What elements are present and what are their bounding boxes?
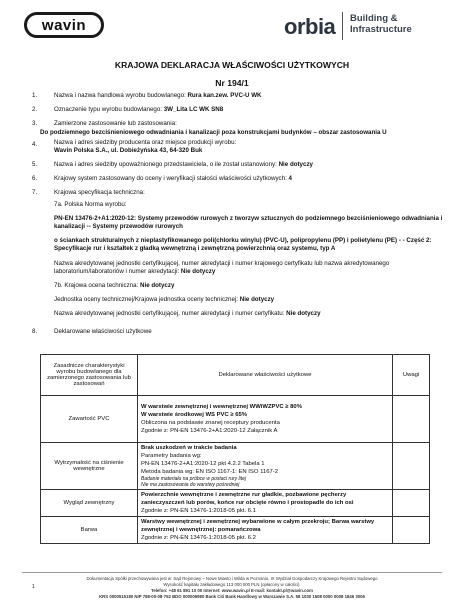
document-title: KRAJOWA DEKLARACJA WŁAŚCIWOŚCI UŻYTKOWYCH: [114, 60, 350, 70]
table-cell-performance: [138, 396, 393, 443]
footer-line: KRS 0000515180 NIP 788-00-08-752 BDO 000006980 Bank Citi Bank Handlowy w Warszawie S.A. 58 1030 1508 0000 0008 1846 3006: [99, 594, 365, 599]
item-value: 4: [288, 175, 292, 182]
spec-7b-certificate: [54, 310, 450, 318]
table-cell-remarks: [393, 490, 430, 517]
item-5: [54, 161, 450, 169]
performance-line: Brak uszkodzeń w trakcie badania: [141, 445, 237, 451]
item-label: Oznaczenie typu wyrobu budowlanego:: [54, 106, 164, 113]
footer-line: Wysokość kapitału zakładowego 113 000 000 PLN (opłacony w całości).: [163, 582, 301, 587]
orbia-logo: orbia: [284, 14, 336, 39]
performance-line: Warstwy wewnętrznej i zewnętrznej wybarwione w całym przekroju; Barwa warstwy zewnętrznej i wewnętrznej: pomarańczowa: [141, 519, 375, 533]
spec-label: Jednostka oceny technicznej/Krajowa jednostka oceny technicznej:: [54, 296, 240, 303]
item-value: Wavin Polska S.A., ul. Dobieżyńska 43, 64-320 Buk: [54, 147, 203, 155]
item-number: 5.: [32, 161, 38, 168]
performance-line: Zgodnie z: PN-EN 13476-2+A1:2020-12 Załącznik A: [141, 428, 278, 434]
wavin-logo-text: wavin: [41, 16, 87, 34]
orbia-tagline-line: Infrastructure: [350, 24, 412, 35]
item-number: 4.: [32, 141, 38, 148]
performance-table: [40, 354, 430, 544]
item-8: Deklarowane właściwości użytkowe: [54, 328, 152, 335]
item-3: [54, 120, 450, 128]
table-header-row: [41, 355, 430, 396]
wavin-logo: [24, 12, 104, 38]
item-7: [54, 189, 450, 197]
table-header: Uwagi: [393, 355, 430, 396]
performance-line: Powierzchnie wewnętrzne i zewnętrzne rur gładkie, pozbawione pęcherzy zanieczyszczeń lub porów, końce rur obcięte równo i prostopadle do ich osi: [141, 492, 354, 506]
item-number: 3.: [32, 120, 38, 127]
table-row: [41, 490, 430, 517]
performance-note: Nie ma zastosowania do warstwy pośredniej: [141, 482, 240, 488]
orbia-tagline: [350, 13, 412, 35]
item-value: Do podziemnego bezciśnieniowego odwadniania i kanalizacji poza konstrukcjami budynków – obszar zastosowania U: [40, 129, 387, 136]
orbia-tagline-line: Building &: [350, 13, 398, 24]
item-2: [54, 106, 450, 114]
spec-7b-unit: [54, 296, 450, 304]
item-4: [54, 139, 450, 156]
item-6: [54, 175, 450, 183]
document-number: Nr 194/1: [215, 78, 249, 88]
item-1: [54, 92, 450, 100]
performance-line: Zgodnie z: PN-EN 13476-1:2018-05 pkt. 6.2: [141, 535, 256, 541]
item-value: Rura kan.zew. PVC-U WK: [187, 92, 262, 99]
item-number: 2.: [32, 106, 38, 113]
item-number: 7.: [32, 189, 38, 196]
table-cell-characteristic: Wygląd zewnętrzny: [41, 490, 138, 517]
item-number: 6.: [32, 175, 38, 182]
spec-label: Nazwa akredytowanej jednostki certyfikującej, numer akredytacji i numer krajowego certyfikatu lub nazwa akredytowanego laboratorium/laboratoriów i numer akredytacji:: [54, 260, 390, 276]
footer-line: Telefon: +48 61 891 10 00 Internet: www.wavin.pl E-mail: kontakt.pl@wavin.com: [151, 588, 313, 593]
performance-line: Zgodnie z: PN-EN 13476-1:2018-05 pkt. 6.1: [141, 508, 256, 514]
item-label: Zamierzone zastosowanie lub zastosowania:: [54, 120, 177, 127]
table-row: [41, 517, 430, 544]
table-cell-performance: [138, 490, 393, 517]
item-number: 8.: [32, 328, 38, 335]
item-value: Nie dotyczy: [278, 161, 313, 168]
table-row: [41, 443, 430, 490]
table-cell-remarks: [393, 443, 430, 490]
spec-value: Nie dotyczy: [140, 282, 175, 289]
spec-7a-heading: 7a. Polska Norma wyrobu:: [54, 201, 127, 208]
footer: [0, 576, 464, 600]
spec-7a-certification: [54, 260, 450, 277]
performance-note: Badanie materiału na próbce w postaci rury litej: [141, 476, 247, 482]
page-number: 1: [32, 584, 35, 590]
spec-label: 7b. Krajowa ocena techniczna:: [54, 282, 140, 289]
logo-divider: [342, 12, 343, 40]
performance-line: W warstwie zewnętrznej i wewnętrznej WWiWZPVC ≥ 80%: [141, 404, 302, 410]
footer-line: Dokumentacja Spółki przechowywana jest w: Sąd Rejonowy – Nowe Miasto i Wilda w Poznaniu, IX Wydział Gospodarczy Krajowego Rejestru Sądowego: [86, 576, 378, 581]
spec-7b-heading: [54, 282, 450, 290]
table-cell-performance: [138, 443, 393, 490]
spec-value: Nie dotyczy: [239, 296, 275, 303]
table-cell-remarks: [393, 517, 430, 544]
performance-line: Parametry badania wg:: [141, 453, 202, 459]
norm-text-2: o ściankach strukturalnych z nieplastyfikowanego poli(chlorku winylu) (PVC-U), polipropylenu (PP) i polietylenu (PE) - - Część 2: Specyfikacje rur i kształtek z gładką wewnętrzną i zewnętrzną powierzchnią oraz systemu, typ A: [54, 237, 432, 253]
table-cell-characteristic: Zawartość PVC: [41, 396, 138, 443]
performance-line: Metoda badania wg: EN ISO 1167-1: EN ISO 1167-2: [141, 469, 278, 475]
table-cell-remarks: [393, 396, 430, 443]
table-cell-characteristic: Wytrzymałość na ciśnienie wewnętrzne: [41, 443, 138, 490]
table-cell-performance: [138, 517, 393, 544]
spec-value: Nie dotyczy: [286, 310, 321, 317]
table-row: [41, 396, 430, 443]
item-label: Krajowa specyfikacja techniczna:: [54, 189, 145, 196]
performance-line: Obliczona na podstawie znanej receptury producenta: [141, 420, 280, 426]
spec-value: Nie dotyczy: [180, 268, 216, 276]
table-header: Deklarowane właściwości użytkowe: [138, 355, 393, 396]
table-header: Zasadnicze charakterystyki wyrobu budowlanego dla zamierzonego zastosowania lub zastosowań: [41, 355, 138, 396]
footer-divider: [22, 572, 442, 573]
item-label: Nazwa i adres siedziby producenta oraz miejsce produkcji wyrobu:: [54, 139, 237, 146]
performance-line: PN-EN 13476-2+A1:2020-12 pkt 4.2.2 Tabela 1: [141, 461, 265, 467]
item-label: Nazwa i nazwa handlowa wyrobu budowlanego:: [54, 92, 188, 99]
performance-line: W warstwie środkowej WS PVC ≥ 65%: [141, 412, 248, 418]
item-number: 1.: [32, 92, 38, 99]
norm-text: PN-EN 13476-2+A1:2020-12: Systemy przewodów rurowych z tworzyw sztucznych do podziemnego bezciśnieniowego odwadniania i kanalizacji -- Systemy przewodów rurowych: [54, 215, 443, 231]
item-label: Krajowy system zastosowany do oceny i weryfikacji stałości właściwości użytkowych:: [54, 175, 289, 182]
item-label: Nazwa i adres siedziby upoważnionego przedstawiciela, o ile został ustanowiony:: [54, 161, 279, 168]
spec-label: Nazwa akredytowanej jednostki certyfikującej, numer akredytacji i numer certyfikatu:: [54, 310, 287, 317]
table-cell-characteristic: Barwa: [41, 517, 138, 544]
item-value: 3W_Lita LC WK SN8: [163, 106, 224, 113]
